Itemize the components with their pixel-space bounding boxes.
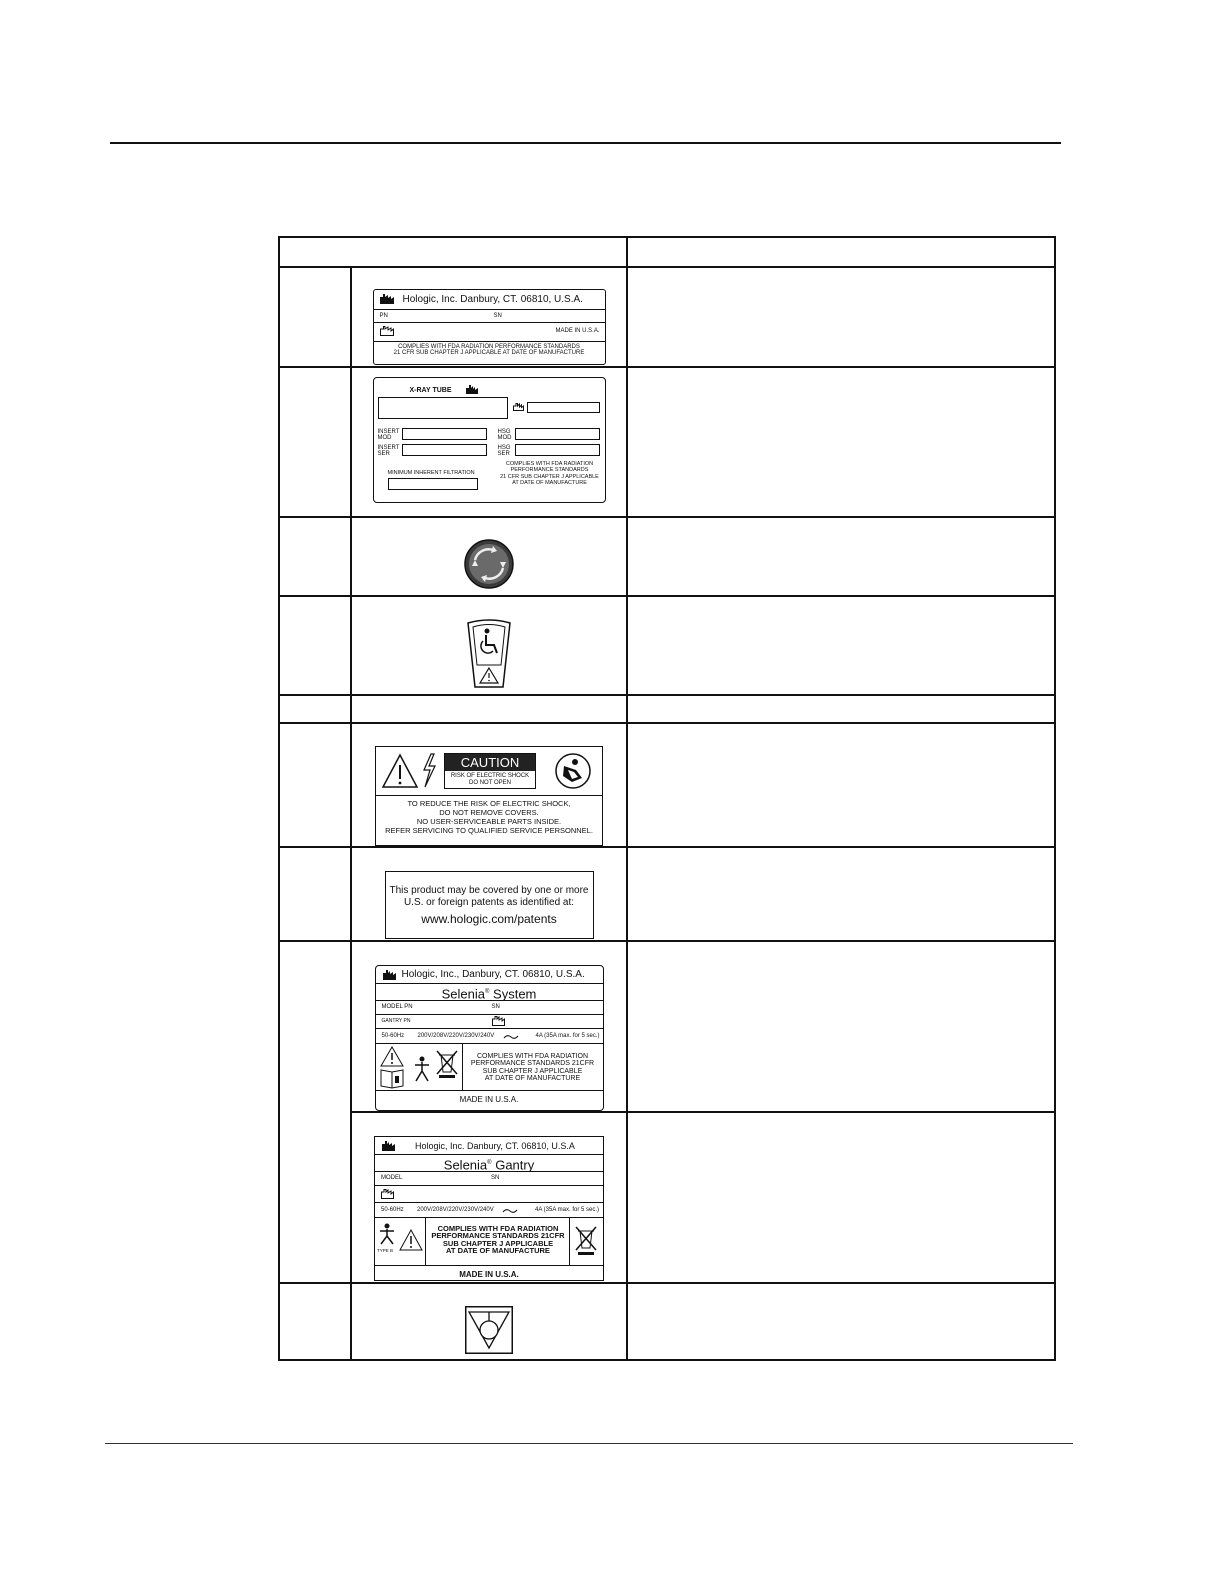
table-row xyxy=(279,723,1055,847)
table-row xyxy=(279,517,1055,596)
product-name: Selenia® Gantry xyxy=(375,1155,603,1172)
selenia-gantry-label: Hologic, Inc. Danbury, CT. 06810, U.S.A Selenia® Gantry MODEL SN 50-60Hz 200V/208V/220V/230V/240V 4A (35A max. for 5 sec.) TYPE B COMPLIES WITH FDA RADIATION PERFORMANCE STANDARDS 21CFR SUB CHAPTER J APPLICABLE AT DATE OF MANUFACTURE MADE IN U.S.A. xyxy=(374,1136,604,1281)
manufacture-date-icon xyxy=(492,1016,505,1026)
pn-field: PN xyxy=(379,313,388,319)
header-cell-description xyxy=(627,237,1055,267)
table-row xyxy=(279,941,1055,1112)
sn-field: SN xyxy=(493,313,502,319)
compliance-text: COMPLIES WITH FDA RADIATION PERFORMANCE STANDARDS xyxy=(398,344,580,350)
warning-icon xyxy=(381,753,419,789)
manufacturer-icon xyxy=(380,294,394,304)
table-row xyxy=(279,596,1055,695)
rotation-button-icon xyxy=(463,538,515,590)
manufacture-date-icon xyxy=(380,326,394,336)
ac-symbol-icon xyxy=(503,1208,517,1214)
patent-url: www.hologic.com/patents xyxy=(421,912,557,926)
weee-bin-icon xyxy=(574,1226,598,1256)
footer-rule xyxy=(105,1443,1073,1444)
table-row xyxy=(279,695,1055,723)
table-row xyxy=(279,1112,1055,1283)
caution-heading: CAUTION xyxy=(445,754,535,771)
labels-table xyxy=(278,236,1056,1361)
made-in-text: MADE IN U.S.A. xyxy=(555,328,600,334)
patent-label: This product may be covered by one or more U.S. or foreign patents as identified at: www.hologic.com/patents xyxy=(385,871,594,939)
patient-warning-icon xyxy=(465,617,513,689)
manufacturer-icon xyxy=(466,385,478,394)
header-rule xyxy=(110,142,1061,144)
company-text: Hologic, Inc. Danbury, CT. 06810, U.S.A. xyxy=(402,294,583,305)
electric-shock-icon xyxy=(421,753,437,789)
warning-manual-icon xyxy=(379,1046,407,1088)
warning-icon xyxy=(399,1229,423,1251)
made-in-text: MADE IN U.S.A. xyxy=(459,1094,519,1104)
type-b-patient-icon xyxy=(379,1223,395,1245)
equipotential-icon xyxy=(465,1306,513,1354)
type-b-patient-icon xyxy=(414,1056,430,1082)
table-row xyxy=(279,367,1055,517)
read-manual-icon xyxy=(554,752,592,790)
manufacturer-icon xyxy=(383,970,396,980)
weee-bin-icon xyxy=(436,1050,458,1078)
manufacture-date-icon xyxy=(381,1189,394,1199)
table-row xyxy=(279,1283,1055,1360)
table-row xyxy=(279,847,1055,941)
caution-label: CAUTION RISK OF ELECTRIC SHOCK DO NOT OPEN TO REDUCE THE RISK OF ELECTRIC SHOCK, DO NOT REMOVE COVERS. NO USER-SERVICEABLE PARTS INSIDE. REFER SERVICING TO QUALIFIED SERVICE PERSONNEL. xyxy=(375,746,603,846)
selenia-system-label: Hologic, Inc., Danbury, CT. 06810, U.S.A. Selenia® System MODEL PN SN GANTRY PN 50-60Hz 200V/208V/220V/230V/240V 4A (35A max. for 5 sec.) COMPLIES WITH FDA RADIATION PERFORMANCE STANDARDS 21CFR SUB CHAPTER J APPLICABLE AT DATE OF MANUFACTURE MADE IN U.S.A. xyxy=(375,965,604,1111)
product-name: Selenia® System xyxy=(376,984,603,1001)
made-in-text: MADE IN U.S.A. xyxy=(459,1269,519,1279)
min-filtration-text: MINIMUM INHERENT FILTRATION xyxy=(387,469,475,476)
xray-tube-label: X-RAY TUBE INSERT MOD HSG MOD INSERT SER HSG SER COMPLIES WITH FDA RADIATION PERFORMANCE STANDARDS 21 CFR SUB CHAPTER J APPLICABLE AT DATE OF MANUFACTURE MINIMUM INHERENT FILTRATION xyxy=(373,377,606,503)
xray-tube-title: X-RAY TUBE xyxy=(409,386,452,394)
ac-symbol-icon xyxy=(504,1034,518,1040)
header-cell-label xyxy=(279,237,627,267)
compliance-text: 21 CFR SUB CHAPTER J APPLICABLE AT DATE OF MANUFACTURE xyxy=(393,350,585,356)
table-header-row xyxy=(279,237,1055,267)
manufacturer-label xyxy=(373,289,606,365)
table-row xyxy=(279,267,1055,367)
manufacturer-icon xyxy=(382,1141,395,1151)
manufacture-date-icon xyxy=(513,403,524,411)
